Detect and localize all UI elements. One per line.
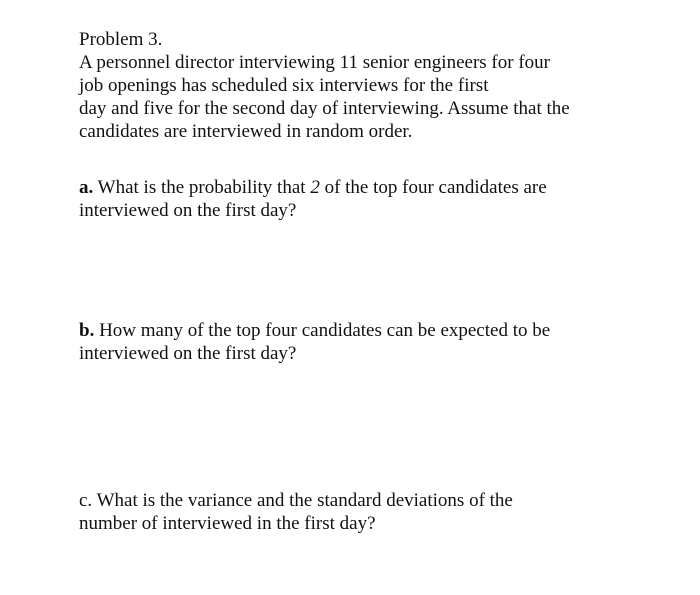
question-c-line-1: c. What is the variance and the standard deviations of the xyxy=(79,490,513,511)
question-b-text: How many of the top four candidates can be expected to be xyxy=(94,320,551,341)
question-a-text-pre: What is the probability that xyxy=(93,177,311,198)
question-c xyxy=(79,489,639,535)
problem-line-3: day and five for the second day of interviewing. Assume that the xyxy=(79,98,570,119)
problem-line-1: A personnel director interviewing 11 senior engineers for four xyxy=(79,52,550,73)
problem-line-2: job openings has scheduled six interviews for the first xyxy=(79,75,489,96)
question-a-line-1 xyxy=(79,176,639,199)
question-a-italic-number: 2 xyxy=(310,177,320,198)
question-a-label: a. xyxy=(79,177,94,198)
problem-line-4: candidates are interviewed in random order. xyxy=(79,121,413,142)
question-b-label: b. xyxy=(79,320,95,341)
problem-statement xyxy=(79,28,639,143)
question-a-text-post: of the top four candidates are xyxy=(319,177,547,198)
problem-title: Problem 3. xyxy=(79,29,163,50)
question-c-line-2: number of interviewed in the first day? xyxy=(79,513,376,534)
question-a-line-2: interviewed on the first day? xyxy=(79,200,297,221)
question-a xyxy=(79,176,639,222)
question-b-line-2: interviewed on the first day? xyxy=(79,343,297,364)
question-b-line-1 xyxy=(79,319,639,342)
question-b xyxy=(79,319,639,365)
